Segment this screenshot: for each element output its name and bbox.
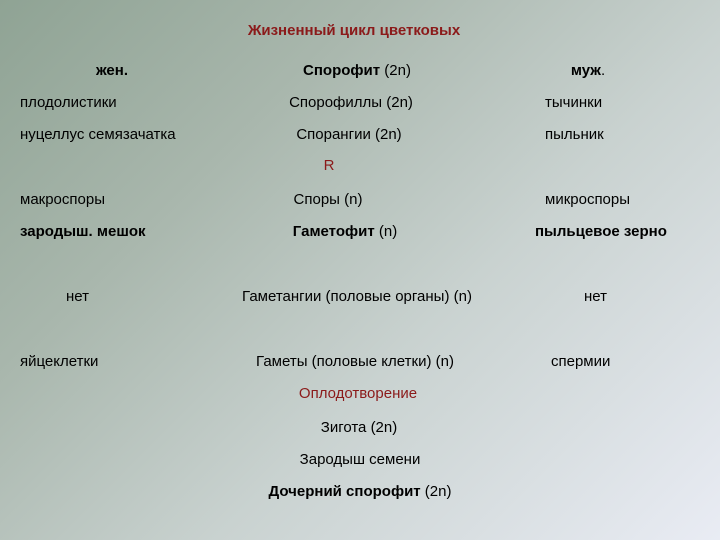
row6-right: спермии [551,353,611,370]
row4-center-label: Гаметофит [292,223,375,240]
row1-center: Спорофиллы (2n) [289,94,413,111]
row6-left: яйцеклетки [20,353,99,370]
header-sporophyte-ploidy: (2n) [380,62,411,79]
row3-left: макроспоры [20,191,105,208]
header-male [571,62,605,80]
row3-center: Споры (n) [293,191,363,208]
row5-center: Гаметангии (половые органы) (n) [242,288,472,305]
fertilization-label: Оплодотворение [298,385,418,402]
row4-left: зародыш. мешок [20,223,146,240]
row4-right: пыльцевое зерно [535,223,667,240]
header-sporophyte-label: Спорофит [303,62,381,79]
daughter-sporophyte-ploidy: (2n) [420,483,452,500]
row2-right: пыльник [545,126,604,143]
row5-right: нет [584,288,607,305]
zygote-label: Зигота (2n) [320,419,398,436]
daughter-sporophyte [269,483,452,501]
embryo-label: Зародыш семени [299,451,421,468]
row5-left: нет [66,288,89,305]
row3-right: микроспоры [545,191,631,208]
reduction-symbol: R [323,157,335,174]
row6-center: Гаметы (половые клетки) (n) [256,353,454,370]
daughter-sporophyte-label: Дочерний спорофит [268,483,421,500]
row2-center: Спорангии (2n) [296,126,402,143]
row1-left: плодолистики [20,94,117,111]
row4-center-ploidy: (n) [374,223,398,240]
header-sporophyte [303,62,411,80]
row2-left: нуцеллус семязачатка [20,126,176,143]
page-title: Жизненный цикл цветковых [247,22,461,39]
header-female: жен. [95,62,129,79]
header-male-dot: . [600,62,606,79]
header-male-label: муж [570,62,601,79]
row1-right: тычинки [545,94,603,111]
row4-center [293,223,397,241]
